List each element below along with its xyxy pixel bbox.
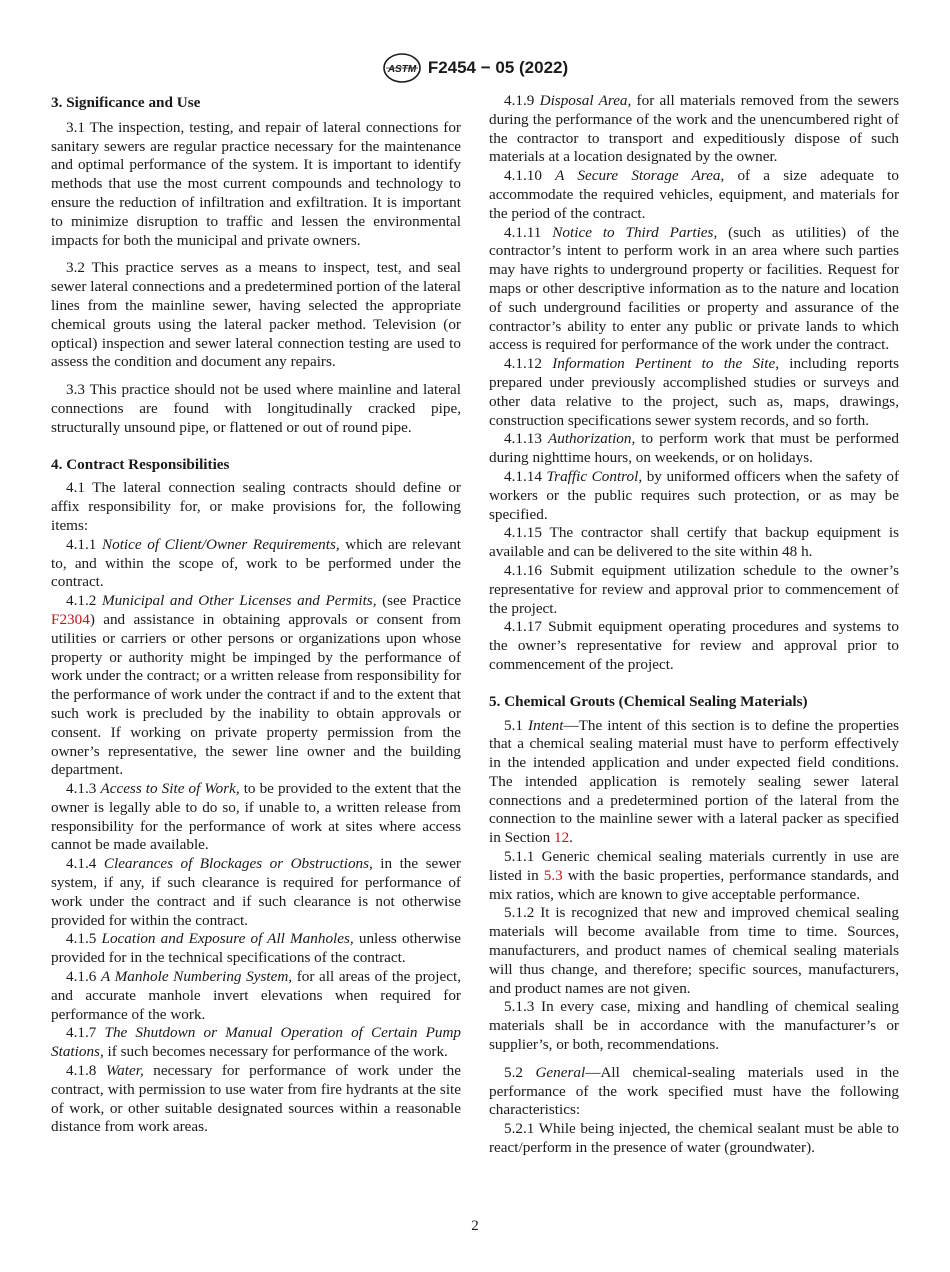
paragraph-5-2: 5.2 General—All chemical-sealing materials used in the performance of the work specified must have the following characteristics: xyxy=(489,1063,899,1119)
paragraph-3-1: 3.1 The inspection, testing, and repair of lateral connections for sanitary sewers are regular practice necessary for the maintenance and optimal performance of the system. It is important to identify methods that use the most current compounds and technology to ensure the reduction of infiltration and exfiltration. It is important to minimize disruption to traffic and lessen the environmental impacts for both the municipal and private owners. xyxy=(51,118,461,249)
paragraph-4-1-9: 4.1.9 Disposal Area, for all materials removed from the sewers during the performance of the work and the unencumbered right of the contractor to transport and expeditiously dispose of such materials at a location designated by the owner. xyxy=(489,92,899,166)
standard-designation: F2454 − 05 (2022) xyxy=(427,58,569,77)
paragraph-5-2-1: 5.2.1 While being injected, the chemical sealant must be able to react/perform in the presence of water (groundwater). xyxy=(489,1120,899,1157)
paragraph-4-1-7: 4.1.7 The Shutdown or Manual Operation of Certain Pump Stations, if such becomes necessary for performance of the work. xyxy=(51,1024,462,1061)
paragraph-4-1-2: 4.1.2 Municipal and Other Licenses and Permits, (see Practice F2304) and assistance in obtaining approvals or consent from utilities or carriers or other persons or organizations upon whose property or authority might be impinged by the performance of work under the contract; or a written release from responsibility for the performance of work under the contract if and to the extent that such work is precluded by the inability to obtain approvals or consent. If working on private property permission from the owner’s representative, the sewer line owner and the building department. xyxy=(51,592,461,779)
paragraph-4-1-17: 4.1.17 Submit equipment operating procedures and systems to the owner’s representative for review and approval prior to commencement of the project. xyxy=(489,618,899,673)
paragraph-4-1-4: 4.1.4 Clearances of Blockages or Obstructions, in the sewer system, if any, if such clearance is required for performance of work under the contract and if such clearance is not otherwise provided for within the contract. xyxy=(51,855,461,929)
section-4-heading: 4. Contract Responsibilities xyxy=(51,455,230,473)
paragraph-4-1-12: 4.1.12 Information Pertinent to the Site, including reports prepared under previously accomplished studies or surveys and other data relative to the project, such as, maps, drawings, construction specifications sewer system records, and so forth. xyxy=(489,355,900,429)
paragraph-3-2: 3.2 This practice serves as a means to inspect, test, and seal sewer lateral connections and a predetermined portion of the lateral lines from the mainline sewer, having selected the appropriate chemical grouts using the lateral packer method. Television (or optical) inspection and sewer lateral connection testing are used to assess the condition and document any repairs. xyxy=(51,259,461,371)
paragraph-4-1-11: 4.1.11 Notice to Third Parties, (such as utilities) of the contractor’s intent to perform work in an area where such parties may have rights to underground property or facilities. Request for maps or other descriptive information as to the nature and location of such underground facilities or property and assurance of the contractor’s ability to enter any public or private lands to which access is required for performance of the work under the contract. xyxy=(489,223,900,354)
left-column xyxy=(51,92,461,1137)
paragraph-5-1-1: 5.1.1 Generic chemical sealing materials currently in use are listed in 5.3 with the basic properties, performance standards, and mix ratios, which are known to give acceptable performance. xyxy=(489,848,899,903)
right-column xyxy=(489,92,899,1158)
page-header xyxy=(0,50,950,86)
astm-logo-icon xyxy=(382,52,422,84)
paragraph-4-1-8: 4.1.8 Water, necessary for performance of work under the contract, with permission to use water from fire hydrants at the site of work, or other suitable designated sources within a reasonable distance from work areas. xyxy=(51,1062,462,1136)
paragraph-5-1: 5.1 Intent—The intent of this section is to define the properties that a chemical sealing material must have to perform effectively in the intended application and under expected field conditions. The intended application is remotely sealing sewer lateral connections and a predetermined portion of the lateral from the connection to the mainline sewer with a lateral packer as specified in Section 12. xyxy=(489,716,900,847)
paragraph-4-1-5: 4.1.5 Location and Exposure of All Manholes, unless otherwise provided for in the technical specifications of the contract. xyxy=(51,930,462,967)
paragraph-4-1-15: 4.1.15 The contractor shall certify that backup equipment is available and can be delivered to the site within 48 h. xyxy=(489,524,899,561)
paragraph-4-1: 4.1 The lateral connection sealing contracts should define or affix responsibility for, or make provisions for, the following items: xyxy=(51,479,461,534)
paragraph-4-1-1: 4.1.1 Notice of Client/Owner Requirements, which are relevant to, and within the scope of, work to be performed under the contract. xyxy=(51,535,462,591)
paragraph-4-1-10: 4.1.10 A Secure Storage Area, of a size adequate to accommodate the required vehicles, equipment, and materials for the period of the contract. xyxy=(489,167,899,222)
paragraph-4-1-14: 4.1.14 Traffic Control, by uniformed officers when the safety of workers or the public requires such protection, or as may be specified. xyxy=(489,467,900,523)
section-5-heading: 5. Chemical Grouts (Chemical Sealing Materials) xyxy=(489,692,808,710)
link-f2304[interactable]: F2304 xyxy=(51,610,90,628)
paragraph-4-1-16: 4.1.16 Submit equipment utilization schedule to the owner’s representative for review and approval prior to commencement of the project. xyxy=(489,561,899,617)
section-3-heading: 3. Significance and Use xyxy=(51,94,201,111)
page-number: 2 xyxy=(471,1218,479,1234)
paragraph-4-1-13: 4.1.13 Authorization, to perform work that must be performed during nighttime hours, on weekends, or on holidays. xyxy=(489,430,899,467)
paragraph-5-1-2: 5.1.2 It is recognized that new and improved chemical sealing materials will become available from time to time. Sources, manufacturers, and product names of chemical sealing materials will thus change, and therefore; specific sources, manufacturers, and product names are not given. xyxy=(489,904,899,997)
link-section-12[interactable]: 12 xyxy=(553,829,570,847)
paragraph-5-1-3: 5.1.3 In every case, mixing and handling of chemical sealing materials shall be in accordance with the manufacturer’s or supplier’s, or both, recommendations. xyxy=(489,998,899,1054)
paragraph-3-3: 3.3 This practice should not be used where mainline and lateral connections are found with longitudinally cracked pipe, structurally unsound pipe, or flattened or out of round pipe. xyxy=(51,381,461,436)
astm-logo-text: ASTM xyxy=(387,64,416,75)
paragraph-4-1-3: 4.1.3 Access to Site of Work, to be provided to the extent that the owner is legally able to do so, if unable to, a written release from responsibility for the performance of work at sites where access cannot be made available. xyxy=(51,780,461,854)
link-section-5-3[interactable]: 5.3 xyxy=(543,866,563,884)
paragraph-4-1-6: 4.1.6 A Manhole Numbering System, for all areas of the project, and accurate manhole invert elevations when required for performance of the work. xyxy=(51,968,461,1023)
